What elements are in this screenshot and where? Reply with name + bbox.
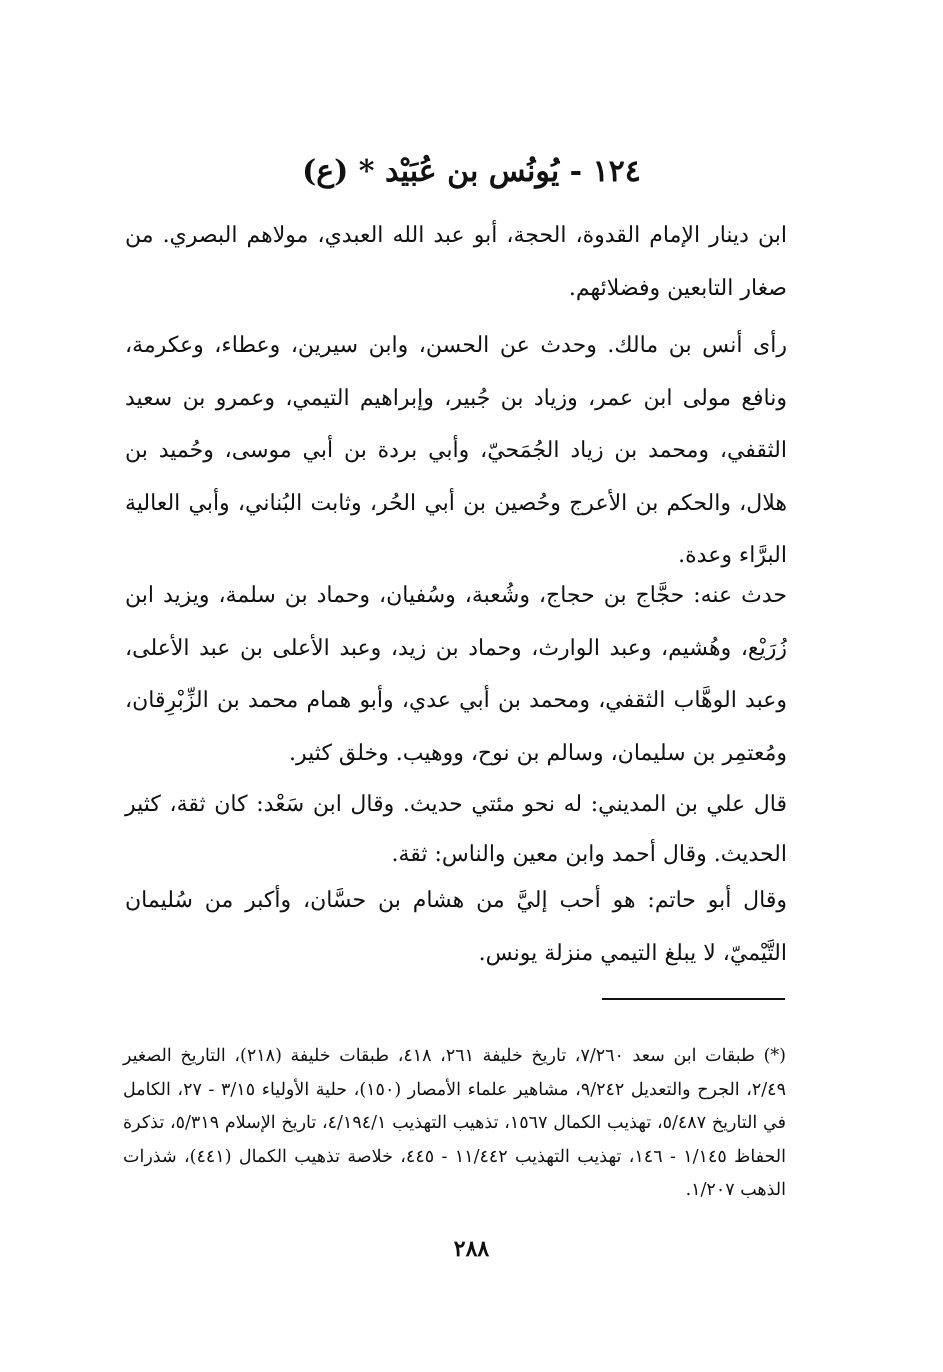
paragraph-ibn-madini: قال علي بن المديني: له نحو مئتي حديث. وقال ابن سَعْد: كان ثقة، كثير الحديث. وقال أحمد وابن معين والناس: ثقة. (125, 792, 787, 867)
entry-title: ١٢٤ - يُونُس بن عُبَيْد * (ع) (302, 154, 641, 189)
paragraph-students: حدث عنه: حجَّاج بن حجاج، وشُعبة، وسُفيان، وحماد بن سلمة، ويزيد ابن زُرَيْع، وهُشيم، وعبد الوارث، وحماد بن زيد، وعبد الأعلى بن عبد الأعلى، وعبد الوهَّاب الثقفي، ومحمد بن أبي عدي، وأبو همام محمد بن الزِّبْرِقان، ومُعتمِر بن سليمان، وسالم بن نوح، ووهيب. وخلق كثير. (125, 583, 787, 766)
paragraph-lineage: ابن دينار الإمام القدوة، الحجة، أبو عبد الله العبدي، مولاهم البصري. من صغار التابعين وفضلائهم. (125, 223, 787, 301)
footnote-divider (602, 998, 785, 1000)
paragraph-teachers: رأى أنس بن مالك. وحدث عن الحسن، وابن سيرين، وعطاء، وعكرمة، ونافع مولى ابن عمر، وزياد بن جُبير، وإبراهيم التيمي، وعمرو بن سعيد الثقفي، ومحمد بن زياد الجُمَحيّ، وأبي بردة بن أبي موسى، وحُميد بن هلال، والحكم بن الأعرج وحُصين بن أبي الحُر، وثابت البُناني، وأبي العالية البرَّاء وعدة. (125, 333, 787, 568)
page-number: ٢٨٨ (453, 1236, 490, 1262)
footnote-sources: (*) طبقات ابن سعد ٧/٢٦٠، تاريخ خليفة ٢٦١، ٤١٨، طبقات خليفة (٢١٨)، التاريخ الصغير ٢/٤٩، الجرح والتعديل ٩/٢٤٢، مشاهير علماء الأمصار (١٥٠)، حلية الأولياء ٣/١٥ - ٢٧، الكامل في التاريخ ٥/٤٨٧، تهذيب الكمال ١٥٦٧، تذهيب التهذيب ٤/١٩٤/١، تاريخ الإسلام ٥/٣١٩، تذكرة الحفاظ ١/١٤٥ - ١٤٦، تهذيب التهذيب ١١/٤٤٢ - ٤٤٥، خلاصة تذهيب الكمال (٤٤١)، شذرات الذهب ١/٢٠٧. (123, 1046, 786, 1200)
paragraph-abu-hatim: وقال أبو حاتم: هو أحب إليَّ من هشام بن حسَّان، وأكبر من سُليمان التَّيْميّ، لا يبلغ التيمي منزلة يونس. (125, 888, 787, 966)
